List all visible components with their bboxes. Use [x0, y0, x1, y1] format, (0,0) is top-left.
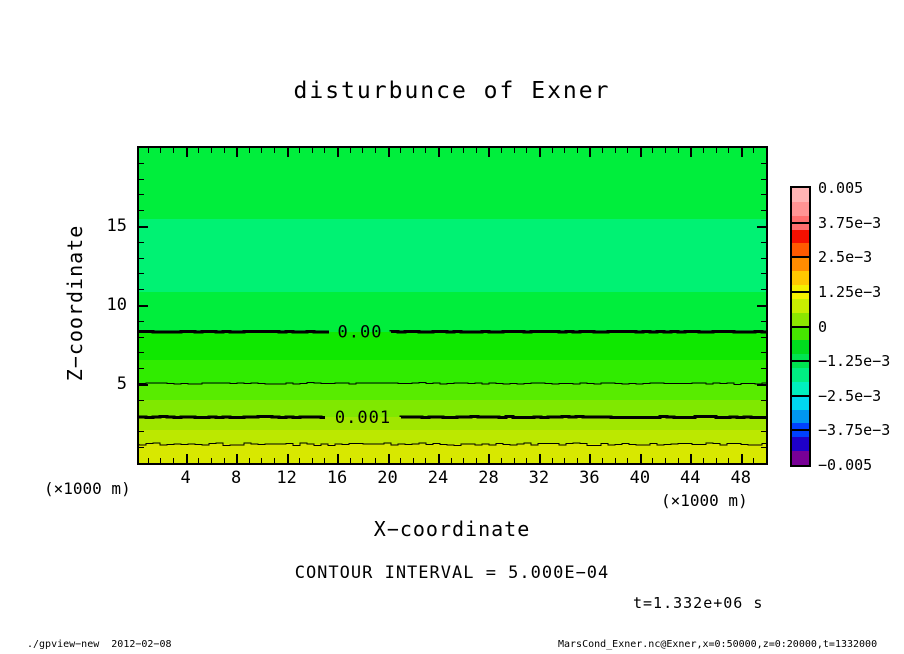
x-tick-label: 12 — [276, 468, 297, 488]
colorbar-cell — [792, 368, 809, 382]
colorbar-divider — [792, 429, 809, 431]
footer-command-text: ./gpview−new 2012−02−08 — [27, 639, 172, 650]
colorbar-cell — [792, 437, 809, 451]
x-tick-label: 48 — [730, 468, 752, 488]
z-tick-label: 5 — [116, 374, 127, 394]
colorbar-divider — [792, 326, 809, 328]
contour-interval-text: CONTOUR INTERVAL = 5.000E−04 — [294, 563, 610, 583]
colorbar-divider — [792, 256, 809, 258]
colorbar-cell — [792, 188, 809, 202]
z-tick-label: 15 — [106, 216, 127, 237]
z-axis-label: Z−coordinate — [63, 224, 87, 382]
contour-label: 0.00 — [337, 322, 383, 343]
time-annotation: t=1.332e+06 s — [633, 594, 764, 612]
x-tick-label: 44 — [680, 468, 701, 488]
chart-title: disturbunce of Exner — [293, 78, 611, 104]
x-tick-label: 20 — [377, 468, 398, 488]
colorbar-cell — [792, 202, 809, 216]
colorbar-tick-label: 1.25e−3 — [818, 282, 882, 301]
x-tick-label: 8 — [231, 468, 242, 488]
contour-line — [391, 332, 766, 333]
x-units-left: (×1000 m) — [44, 479, 131, 498]
colorbar-cell — [792, 410, 809, 424]
colorbar-cell — [792, 230, 809, 244]
colorbar-cell — [792, 327, 809, 341]
colorbar-divider — [792, 291, 809, 293]
colorbar-tick-label: −0.005 — [818, 456, 873, 474]
colorbar-tick-label: −3.75e−3 — [818, 421, 891, 440]
contour-label: 0.001 — [334, 408, 392, 429]
x-tick-label: 4 — [180, 468, 191, 488]
colorbar-divider — [792, 360, 809, 362]
x-tick-label: 36 — [579, 468, 600, 488]
colorbar-cell — [792, 396, 809, 410]
colorbar-cell — [792, 451, 809, 465]
contour-plot-area — [137, 146, 768, 465]
x-tick-label: 28 — [478, 468, 499, 488]
x-axis-label: X−coordinate — [373, 517, 531, 541]
contour-line — [139, 383, 766, 385]
colorbar-tick-label: 0.005 — [818, 179, 864, 197]
contour-line — [139, 443, 766, 446]
contour-line — [139, 417, 325, 418]
footer-source-text: MarsCond_Exner.nc@Exner,x=0:50000,z=0:20000,t=1332000 — [558, 639, 878, 650]
colorbar — [790, 186, 811, 467]
contour-line — [139, 332, 329, 333]
contour-line — [401, 417, 766, 418]
colorbar-cell — [792, 271, 809, 285]
colorbar-cell — [792, 257, 809, 271]
x-units-right: (×1000 m) — [661, 491, 748, 510]
x-tick-label: 32 — [528, 468, 550, 488]
colorbar-cell — [792, 299, 809, 313]
colorbar-divider — [792, 222, 809, 224]
x-tick-label: 40 — [629, 468, 651, 488]
colorbar-cell — [792, 340, 809, 354]
colorbar-tick-label: −1.25e−3 — [818, 352, 891, 371]
colorbar-tick-label: 3.75e−3 — [818, 213, 882, 232]
z-tick-label: 10 — [106, 295, 127, 316]
x-tick-label: 24 — [427, 468, 449, 488]
x-tick-label: 16 — [326, 468, 348, 488]
contour-lines — [139, 148, 766, 463]
colorbar-tick-label: 2.5e−3 — [818, 248, 873, 267]
colorbar-tick-label: −2.5e−3 — [818, 386, 882, 405]
colorbar-divider — [792, 395, 809, 397]
colorbar-tick-label: 0 — [818, 317, 828, 336]
